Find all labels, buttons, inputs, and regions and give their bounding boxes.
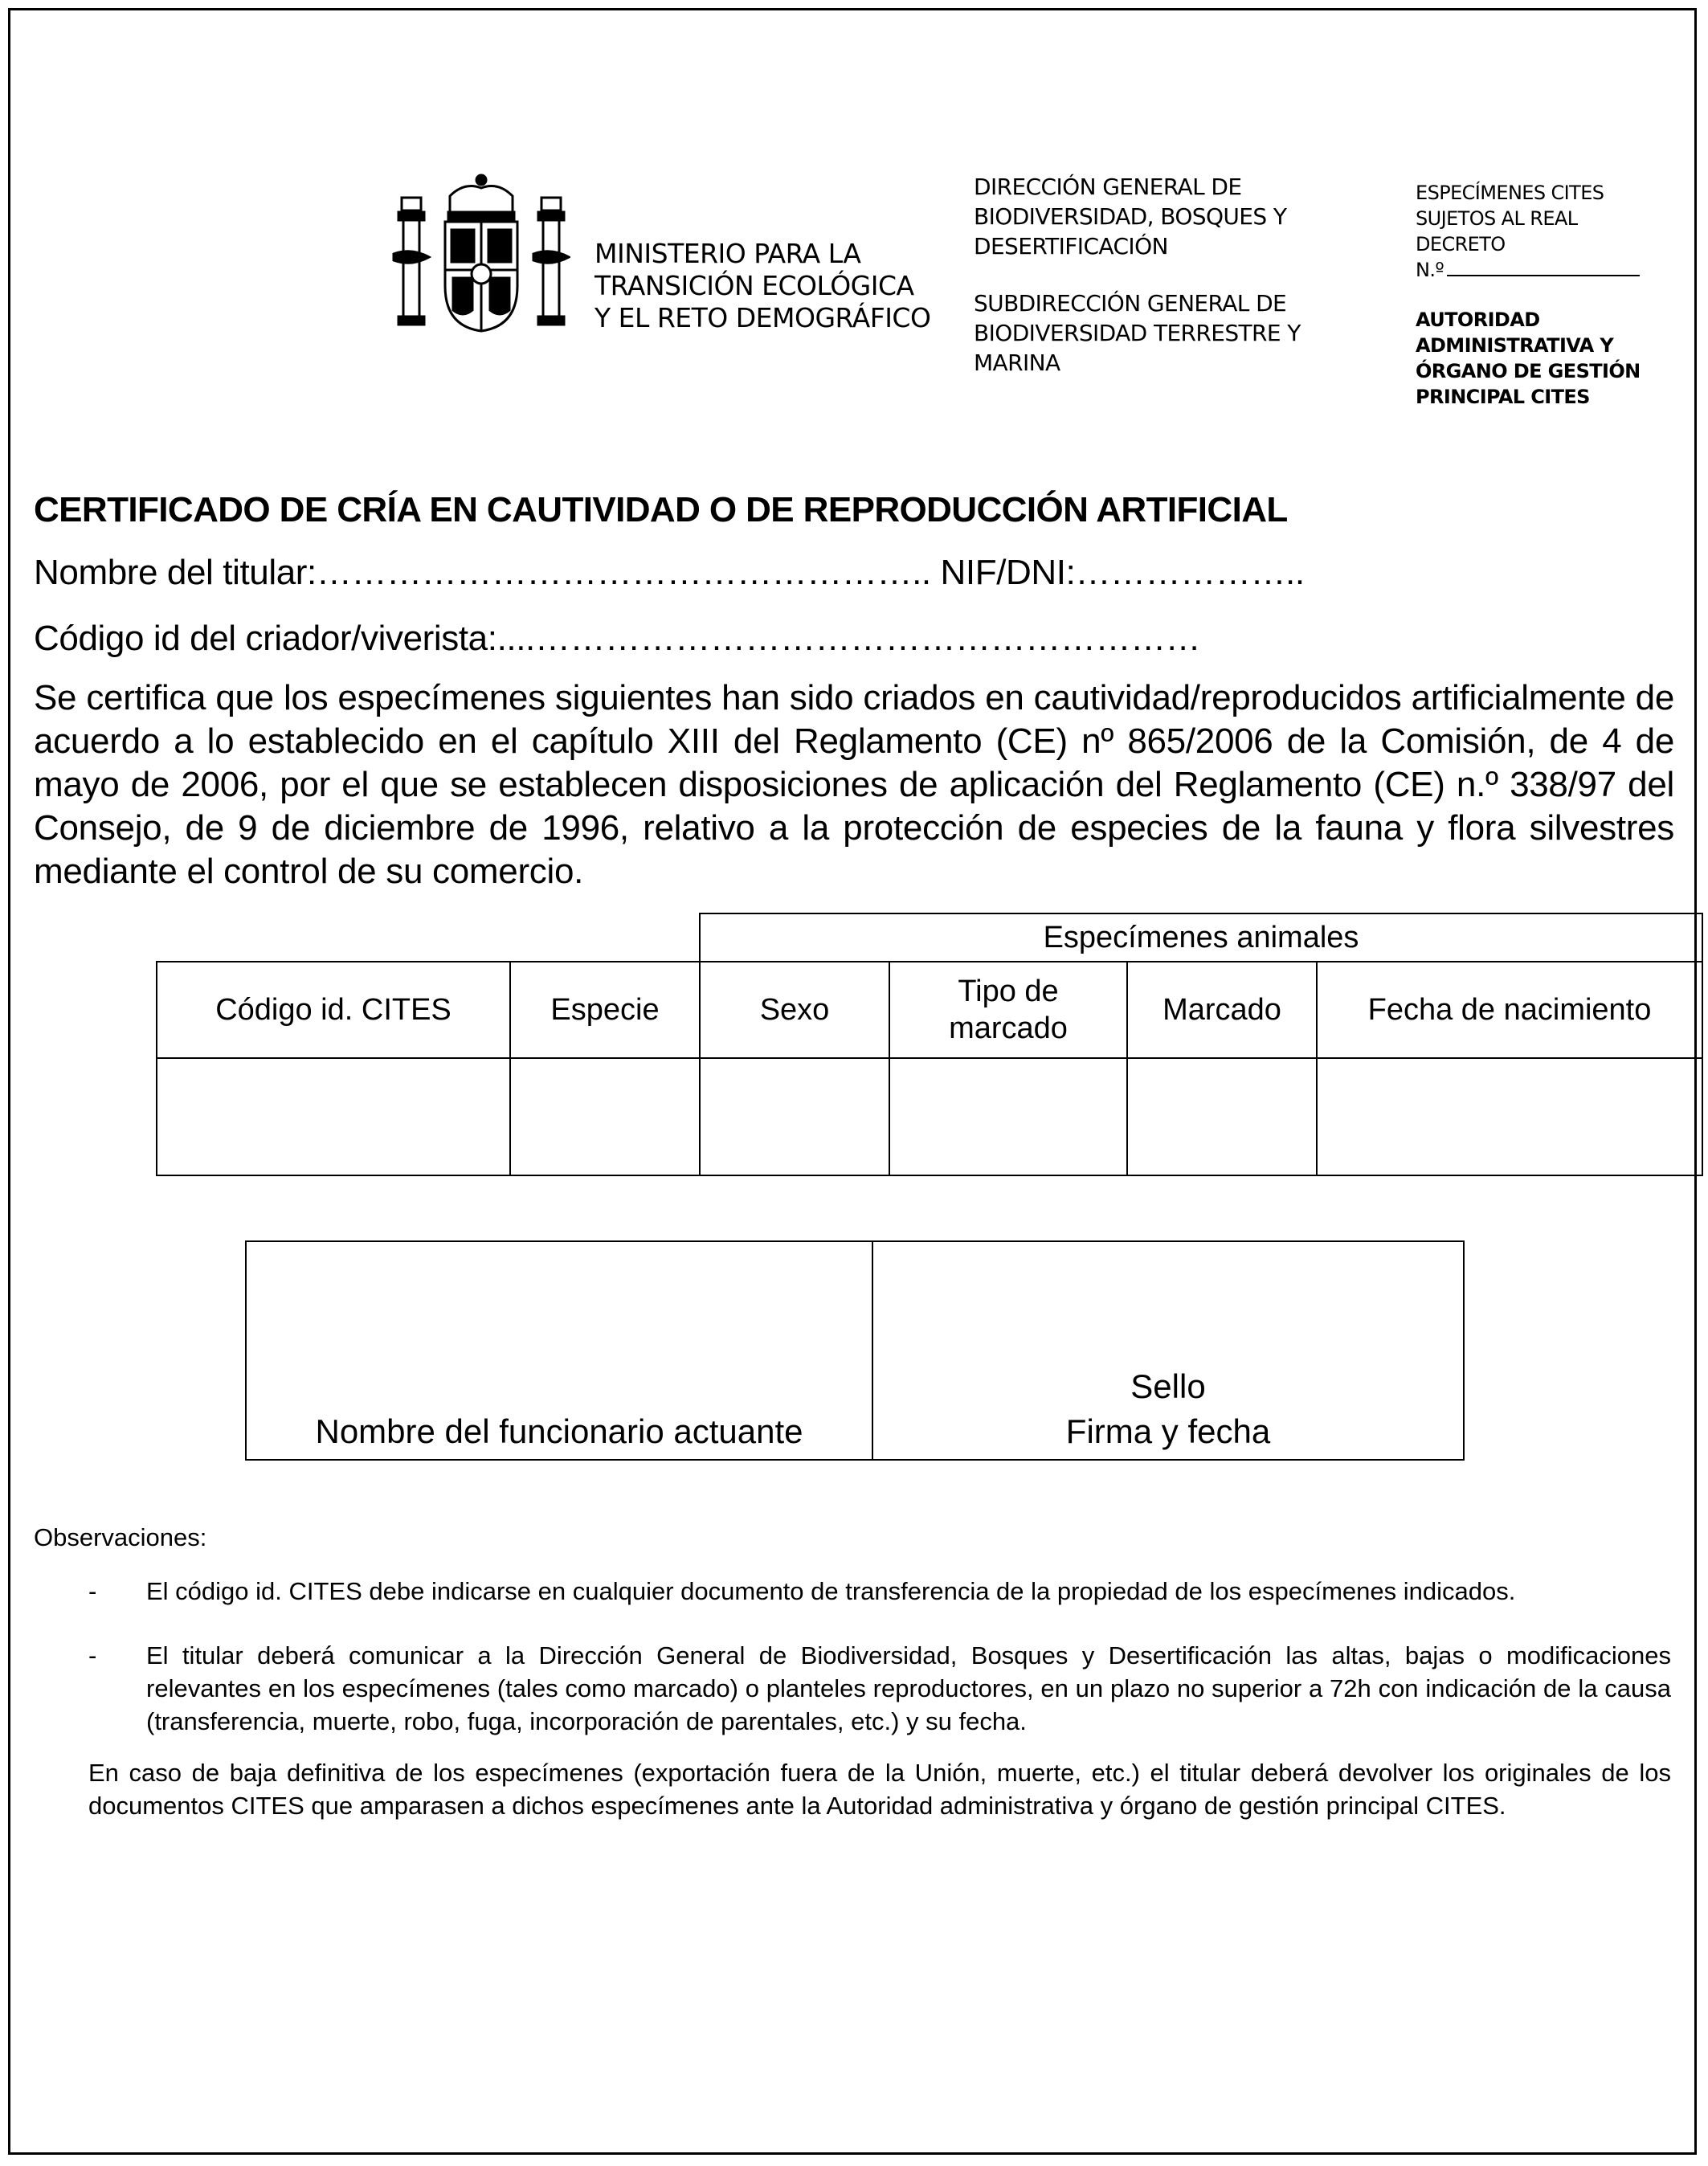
ministry-name	[595, 238, 930, 334]
authority-line: ADMINISTRATIVA Y	[1416, 334, 1614, 357]
direccion-line: BIODIVERSIDAD, BOSQUES Y	[974, 203, 1287, 230]
observation-text: El código id. CITES debe indicarse en cualquier documento de transferencia de la propiedad de los especímenes indicados.	[146, 1577, 1516, 1605]
column-header: Fecha de nacimiento	[1317, 962, 1702, 1058]
ministry-line: Y EL RETO DEMOGRÁFICO	[595, 302, 931, 333]
observation-text: El titular deberá comunicar a la Dirección General de Biodiversidad, Bosques y Desertificación las altas, bajas o modificaciones relevantes en los especímenes (tales como marcado) o planteles reproductores, en un plazo no superior a 72h con indicación de la causa (transferencia, muerte, robo, fuga, incorporación de parentales, etc.) y su fecha.	[146, 1641, 1671, 1735]
seal-label: Sello	[1130, 1367, 1206, 1405]
column-header: Sexo	[700, 962, 889, 1058]
signature-date-label: Firma y fecha	[1065, 1412, 1271, 1450]
cites-line: ESPECÍMENES CITES	[1416, 182, 1604, 204]
authority-line: AUTORIDAD	[1416, 309, 1540, 331]
document-title: CERTIFICADO DE CRÍA EN CAUTIVIDAD O DE REPRODUCCIÓN ARTIFICIAL	[34, 490, 1288, 529]
table-cell[interactable]	[157, 1058, 510, 1175]
decree-number	[1416, 257, 1641, 283]
coat-of-arms-icon	[392, 174, 570, 334]
table-cell[interactable]	[700, 1058, 889, 1175]
column-header: Tipo de marcado	[889, 962, 1127, 1058]
group-header: Especímenes animales	[700, 913, 1702, 962]
ministry-line: TRANSICIÓN ECOLÓGICA	[595, 270, 914, 301]
table-cell[interactable]	[510, 1058, 700, 1175]
bullet-dash: -	[88, 1641, 97, 1669]
official-name-label: Nombre del funcionario actuante	[315, 1412, 803, 1450]
breeder-code-field[interactable]: Código id del criador/viverista:....…………………………………………………	[34, 619, 1201, 658]
column-header: Especie	[510, 962, 700, 1058]
observation-item	[88, 1575, 1671, 1608]
column-header: Marcado	[1127, 962, 1317, 1058]
cites-block	[1416, 180, 1641, 410]
bullet-dash: -	[88, 1577, 97, 1605]
cites-line: DECRETO	[1416, 233, 1506, 255]
table-cell[interactable]	[1317, 1058, 1702, 1175]
table-cell[interactable]	[1127, 1058, 1317, 1175]
official-name-cell[interactable]	[246, 1241, 872, 1460]
table-spacer	[157, 913, 700, 962]
direccion-line: DIRECCIÓN GENERAL DE	[974, 174, 1242, 200]
subdireccion-line: BIODIVERSIDAD TERRESTRE Y	[974, 320, 1301, 346]
titular-field[interactable]: Nombre del titular:…………………………………………….. NIF/DNI:………………..	[34, 553, 1305, 592]
column-header: Código id. CITES	[157, 962, 510, 1058]
cites-line: SUJETOS AL REAL	[1416, 207, 1578, 230]
specimens-table	[156, 913, 1703, 1176]
certification-paragraph: Se certifica que los especímenes siguientes han sido criados en cautividad/reproducidos artificialmente de acuerdo a lo establecido en el capítulo XIII del Reglamento (CE) nº 865/2006 de la Comisión, de 4 de mayo de 2006, por el que se establecen disposiciones de aplicación del Reglamento (CE) n.º 338/97 del Consejo, de 9 de diciembre de 1996, relativo a la protección de especies de la fauna y flora silvestres mediante el control de su comercio.	[34, 678, 1674, 891]
seal-signature-cell[interactable]	[872, 1241, 1464, 1460]
directorate-block	[974, 172, 1301, 378]
signature-table	[245, 1240, 1465, 1461]
authority-line: PRINCIPAL CITES	[1416, 386, 1590, 408]
subdireccion-line: MARINA	[974, 349, 1060, 376]
decree-number-label: N.º	[1416, 259, 1444, 281]
observation-item	[88, 1639, 1671, 1738]
observations-title: Observaciones:	[34, 1523, 207, 1551]
decree-number-line[interactable]	[1447, 275, 1640, 276]
subdireccion-line: SUBDIRECCIÓN GENERAL DE	[974, 290, 1287, 317]
ministry-line: MINISTERIO PARA LA	[595, 238, 861, 269]
direccion-line: DESERTIFICACIÓN	[974, 233, 1168, 260]
final-note: En caso de baja definitiva de los especímenes (exportación fuera de la Unión, muerte, etc.) el titular deberá devolver los originales de los documentos CITES que amparasen a dichos especímenes ante la Autoridad administrativa y órgano de gestión principal CITES.	[88, 1759, 1671, 1820]
table-cell[interactable]	[889, 1058, 1127, 1175]
authority-line: ÓRGANO DE GESTIÓN	[1416, 360, 1641, 382]
